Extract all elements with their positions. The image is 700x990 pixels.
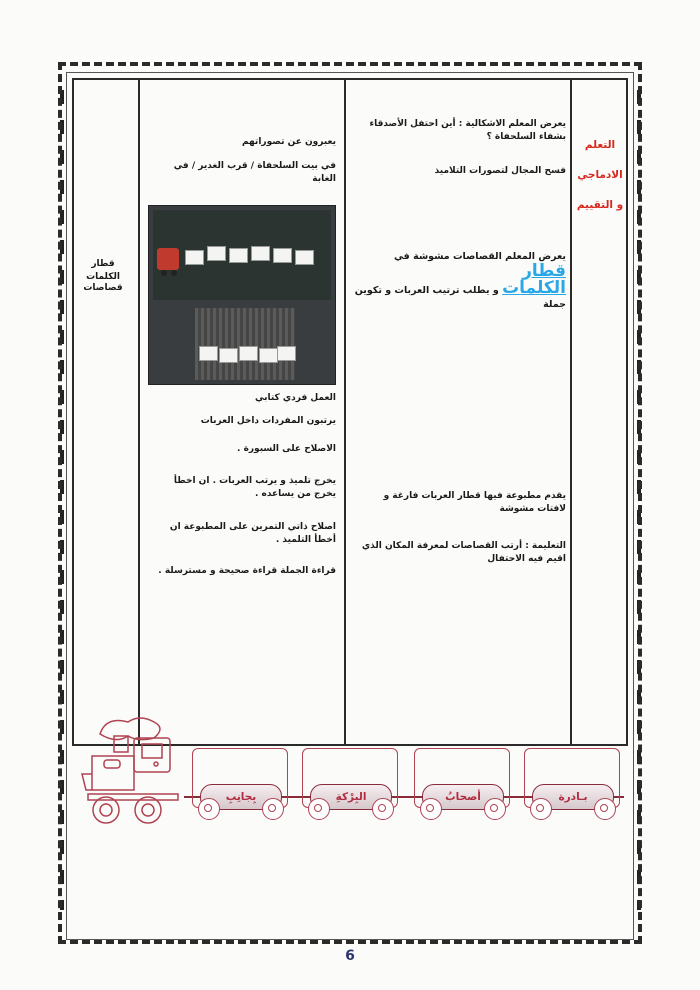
car-label: البِرْكةِ — [310, 784, 392, 810]
teacher-activity-text: يعرض المعلم القصاصات مشوشة في — [393, 251, 566, 262]
word-card — [251, 246, 270, 261]
material-cards: قصاصات — [83, 283, 123, 293]
teacher-activity-text: و يطلب ترتيب العربات و تكوين جملة — [354, 285, 566, 310]
pupil-ideas: يعبرون عن تصوراتهم — [241, 137, 336, 147]
wheel — [171, 270, 177, 276]
wheel — [594, 798, 616, 820]
pupil-answers: في بيت السلحفاة / قرب الغدير / في الغابة — [173, 161, 336, 184]
word-card — [273, 248, 292, 263]
word-train — [78, 712, 628, 844]
teacher-prompt: فسح المجال لتصورات التلاميذ — [434, 166, 566, 176]
locomotive-icon — [78, 712, 188, 832]
train-engine-drawing — [157, 248, 179, 270]
wheel — [262, 798, 284, 820]
word-card — [277, 346, 296, 361]
teacher-problem: يعرض المعلم الاشكالية : أين احتفل الأصدقاء بشفاء السلحفاة ؟ — [369, 119, 566, 142]
word-card — [219, 348, 238, 363]
wheel — [484, 798, 506, 820]
wheel — [530, 798, 552, 820]
phase-title-line: و التقييم — [576, 199, 624, 211]
word-card — [295, 250, 314, 265]
material-train: قطار الكلمات — [86, 259, 120, 282]
classroom-board-photo — [148, 205, 336, 385]
phase-title-line: الادماجي — [577, 169, 623, 181]
page-number: 6 — [345, 948, 355, 964]
word-card — [207, 246, 226, 261]
phase-title — [574, 130, 626, 220]
pupil-correction: الاصلاح على السبورة . — [237, 444, 336, 454]
wheel — [161, 270, 167, 276]
word-card — [259, 348, 278, 363]
phase-title-line: التعلم — [584, 139, 616, 151]
pupil-work-mode: العمل فردي كتابي — [254, 393, 336, 403]
pupil-reading: قراءة الجملة قراءة صحيحة و مسترسلة . — [158, 566, 336, 576]
pupil-board-work: يخرج تلميذ و يرتب العربات . ان اخطأ يخرج من يساعده . — [173, 476, 336, 499]
teacher-worksheet: يقدم مطبوعة فيها قطار العربات فارغة و لافتات مشوشة — [383, 491, 566, 514]
highlight-qitar: قطار — [522, 261, 566, 281]
wheel — [372, 798, 394, 820]
cork-board — [195, 308, 295, 380]
column-divider — [570, 80, 572, 744]
teacher-activity — [352, 250, 566, 312]
car-label: بِجانِبِ — [200, 784, 282, 810]
teacher-instruction: التعليمة : أرتب القصاصات لمعرفة المكان الذي اقيم فيه الاحتفال — [361, 541, 566, 564]
highlight-kalimat: الكلمات — [502, 278, 566, 298]
pupil-self-correction: اصلاح ذاتي التمرين على المطبوعة ان أخطأ التلميذ . — [169, 522, 336, 545]
column-divider — [344, 80, 346, 744]
wheel — [420, 798, 442, 820]
word-card — [185, 250, 204, 265]
word-card — [199, 346, 218, 361]
car-label: بـادرة — [532, 784, 614, 810]
word-card — [229, 248, 248, 263]
wheel — [308, 798, 330, 820]
word-card — [239, 346, 258, 361]
column-divider — [138, 80, 140, 744]
pupil-task: يرتبون المفردات داخل العربات — [200, 416, 336, 426]
wheel — [198, 798, 220, 820]
car-label: أصحابُ — [422, 784, 504, 810]
